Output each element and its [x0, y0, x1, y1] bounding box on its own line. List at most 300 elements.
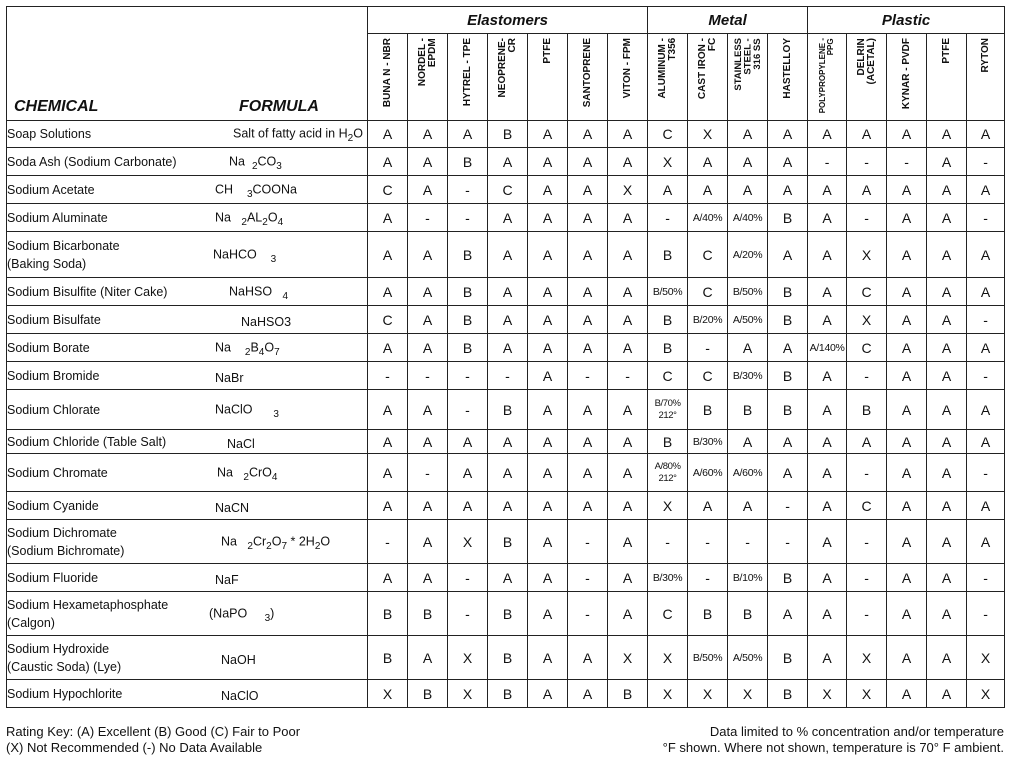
- column-header: [887, 34, 927, 121]
- rating-cell: A: [608, 430, 648, 454]
- rating-cell: B: [688, 592, 728, 636]
- rating-cell: A: [688, 492, 728, 520]
- rating-cell: A: [608, 564, 648, 592]
- rating-cell: C: [847, 278, 887, 306]
- rating-cell: A: [967, 232, 1005, 278]
- rating-cell: A: [568, 306, 608, 334]
- rating-cell: -: [448, 390, 488, 430]
- rating-cell: A: [408, 306, 448, 334]
- rating-cell: A: [887, 278, 927, 306]
- rating-cell: -: [967, 362, 1005, 390]
- column-header: [847, 34, 887, 121]
- chemical-formula: Na $_2CO_3$: [229, 154, 282, 172]
- rating-cell: -: [688, 564, 728, 592]
- rating-cell: -: [448, 564, 488, 592]
- rating-cell: -: [568, 362, 608, 390]
- rating-cell: A: [608, 148, 648, 176]
- column-header-label: KYNAR - PVDF: [900, 38, 912, 110]
- rating-cell: A: [688, 176, 728, 204]
- rating-cell: B: [488, 121, 528, 148]
- rating-cell: A: [808, 362, 847, 390]
- rating-cell: -: [688, 520, 728, 564]
- rating-cell: B: [768, 306, 808, 334]
- rating-cell: X: [847, 636, 887, 680]
- rating-cell: A: [608, 204, 648, 232]
- column-header-label: PTFE: [541, 38, 553, 64]
- column-header: [927, 34, 967, 121]
- rating-cell: A: [528, 636, 568, 680]
- column-header: [648, 34, 688, 121]
- rating-cell: C: [488, 176, 528, 204]
- chemical-cell: [7, 592, 368, 636]
- rating-cell: -: [368, 362, 408, 390]
- chemical-name: Soda Ash (Sodium Carbonate): [7, 154, 177, 169]
- rating-cell: A/20%: [728, 232, 768, 278]
- rating-cell: A: [927, 564, 967, 592]
- rating-cell: A: [927, 430, 967, 454]
- chemical-cell: [7, 334, 368, 362]
- rating-cell: B/30%: [688, 430, 728, 454]
- column-header-label: STAINLESS STEEL - 316 SS: [732, 38, 763, 91]
- rating-cell: X: [448, 636, 488, 680]
- rating-cell: A: [488, 204, 528, 232]
- chemical-name: Sodium Bisulfate: [7, 312, 101, 327]
- rating-cell: B: [368, 592, 408, 636]
- rating-cell: A: [368, 148, 408, 176]
- rating-cell: B: [448, 306, 488, 334]
- chemical-cell: [7, 176, 368, 204]
- rating-cell: -: [568, 520, 608, 564]
- rating-cell: -: [648, 204, 688, 232]
- rating-cell: A: [368, 278, 408, 306]
- rating-cell: A: [408, 121, 448, 148]
- chemical-formula: NaHSO $_4$: [229, 284, 289, 302]
- chemical-formula: Na $_2AL_2O_4$: [215, 210, 284, 228]
- rating-cell: A: [768, 592, 808, 636]
- rating-cell: A/40%: [688, 204, 728, 232]
- rating-cell: A: [608, 492, 648, 520]
- rating-cell: -: [408, 204, 448, 232]
- chemical-cell: [7, 121, 368, 148]
- rating-cell: -: [648, 520, 688, 564]
- rating-cell: A: [927, 636, 967, 680]
- column-header-label: ALUMINUM - T356: [656, 38, 678, 99]
- column-header-label: BUNA N - NBR: [381, 38, 393, 108]
- rating-cell: A: [967, 121, 1005, 148]
- rating-cell: A: [967, 278, 1005, 306]
- rating-cell: C: [847, 492, 887, 520]
- rating-cell: A: [808, 204, 847, 232]
- rating-cell: A: [528, 278, 568, 306]
- rating-cell: A: [927, 204, 967, 232]
- rating-cell: -: [847, 148, 887, 176]
- chemical-name: Sodium Hypochlorite: [7, 686, 123, 701]
- rating-cell: A: [967, 390, 1005, 430]
- rating-cell: A: [368, 564, 408, 592]
- chemical-formula: NaHCO $_3$: [213, 247, 277, 265]
- rating-cell: B/50%: [728, 278, 768, 306]
- rating-cell: B: [488, 390, 528, 430]
- rating-cell: X: [847, 306, 887, 334]
- rating-cell: A: [608, 334, 648, 362]
- column-header: [488, 34, 528, 121]
- rating-cell: -: [967, 592, 1005, 636]
- rating-cell: A: [368, 121, 408, 148]
- chemical-name: Sodium Chromate: [7, 465, 108, 480]
- rating-cell: -: [768, 492, 808, 520]
- rating-cell: A: [608, 121, 648, 148]
- header-left-cell: [7, 7, 368, 121]
- column-header-label: HYTREL - TPE: [461, 38, 473, 107]
- rating-cell: A: [847, 430, 887, 454]
- rating-cell: X: [648, 636, 688, 680]
- rating-cell: B: [488, 520, 528, 564]
- rating-cell: A: [528, 430, 568, 454]
- rating-cell: A: [768, 454, 808, 492]
- rating-cell: A: [528, 176, 568, 204]
- rating-cell: B/30%: [648, 564, 688, 592]
- chemical-formula: CH $_3$COONa: [215, 182, 297, 200]
- rating-cell: A: [927, 121, 967, 148]
- rating-cell: A/50%: [728, 636, 768, 680]
- chemical-formula: NaBr: [215, 370, 244, 385]
- rating-cell: A: [728, 148, 768, 176]
- rating-cell: A: [608, 454, 648, 492]
- rating-cell: A: [608, 278, 648, 306]
- rating-cell: -: [488, 362, 528, 390]
- rating-cell: A: [568, 334, 608, 362]
- group-header-plastic: Plastic: [808, 7, 1005, 34]
- chemical-cell: [7, 430, 368, 454]
- rating-cell: A: [927, 176, 967, 204]
- rating-cell: -: [967, 204, 1005, 232]
- rating-cell: A: [408, 430, 448, 454]
- rating-cell: A: [648, 176, 688, 204]
- rating-cell: -: [448, 362, 488, 390]
- table-row: [7, 636, 1005, 680]
- rating-cell: A: [808, 390, 847, 430]
- rating-cell: A: [488, 232, 528, 278]
- rating-cell: A: [408, 334, 448, 362]
- rating-cell: X: [847, 232, 887, 278]
- rating-cell: A: [528, 564, 568, 592]
- rating-cell: B: [448, 278, 488, 306]
- chemical-name: Sodium Bisulfite (Niter Cake): [7, 284, 168, 299]
- rating-cell: C: [368, 306, 408, 334]
- table-row: [7, 592, 1005, 636]
- rating-cell: A: [808, 592, 847, 636]
- rating-cell: A: [608, 232, 648, 278]
- rating-cell: B: [448, 334, 488, 362]
- rating-cell: A: [927, 148, 967, 176]
- rating-cell: -: [448, 204, 488, 232]
- rating-cell: A: [887, 680, 927, 708]
- rating-cell: A: [887, 636, 927, 680]
- rating-cell: A: [408, 636, 448, 680]
- rating-key-line-2: (X) Not Recommended (-) No Data Available: [6, 740, 263, 755]
- rating-cell: B: [488, 636, 528, 680]
- rating-cell: A: [528, 306, 568, 334]
- rating-cell: A: [408, 390, 448, 430]
- data-limit-line-2: °F shown. Where not shown, temperature is 70° F ambient.: [662, 740, 1004, 755]
- table-header: [7, 7, 1005, 121]
- rating-cell: A: [528, 492, 568, 520]
- rating-cell: A: [368, 334, 408, 362]
- rating-cell: A/50%: [728, 306, 768, 334]
- group-header-elastomers: Elastomers: [368, 7, 648, 34]
- rating-cell: B: [768, 204, 808, 232]
- rating-cell: A: [927, 334, 967, 362]
- rating-cell: A: [368, 232, 408, 278]
- rating-cell: A: [528, 204, 568, 232]
- rating-cell: B/70% 212°: [648, 390, 688, 430]
- rating-cell: A: [568, 232, 608, 278]
- rating-cell: B: [448, 232, 488, 278]
- rating-cell: B: [768, 564, 808, 592]
- rating-cell: A: [488, 564, 528, 592]
- rating-cell: A: [808, 430, 847, 454]
- column-header: [368, 34, 408, 121]
- rating-cell: A: [568, 278, 608, 306]
- rating-cell: A: [528, 121, 568, 148]
- column-header: [967, 34, 1005, 121]
- rating-cell: -: [847, 454, 887, 492]
- rating-cell: A: [568, 148, 608, 176]
- table-row: [7, 121, 1005, 148]
- rating-cell: A: [568, 121, 608, 148]
- chemical-cell: [7, 492, 368, 520]
- table-row: [7, 520, 1005, 564]
- rating-cell: -: [448, 592, 488, 636]
- column-header: [688, 34, 728, 121]
- rating-cell: A: [808, 176, 847, 204]
- table-row: [7, 176, 1005, 204]
- chemical-cell: [7, 148, 368, 176]
- rating-cell: A: [568, 454, 608, 492]
- rating-cell: A: [768, 430, 808, 454]
- compatibility-table: [6, 6, 1005, 708]
- rating-cell: -: [408, 362, 448, 390]
- rating-cell: A: [808, 636, 847, 680]
- rating-cell: A: [768, 334, 808, 362]
- chemical-name: Sodium Chloride (Table Salt): [7, 434, 167, 449]
- rating-cell: A: [568, 390, 608, 430]
- column-header-label: VITON - FPM: [621, 38, 633, 99]
- rating-cell: A: [368, 430, 408, 454]
- rating-cell: A: [768, 121, 808, 148]
- rating-cell: B: [728, 390, 768, 430]
- column-header-label: PTFE: [940, 38, 952, 64]
- rating-cell: A: [927, 390, 967, 430]
- chemical-name: Sodium Fluoride: [7, 570, 99, 585]
- rating-cell: A: [568, 204, 608, 232]
- rating-cell: A: [887, 334, 927, 362]
- column-header-label: NEOPRENE- CR: [496, 38, 518, 98]
- rating-cell: B: [768, 680, 808, 708]
- rating-cell: A: [568, 176, 608, 204]
- compatibility-chart-sheet: [6, 6, 1004, 708]
- rating-cell: A: [927, 592, 967, 636]
- rating-key: [6, 724, 300, 756]
- rating-cell: C: [648, 362, 688, 390]
- chemical-formula: NaF: [215, 572, 239, 587]
- chemical-formula: NaClO $_3$: [215, 402, 279, 420]
- rating-cell: A: [728, 334, 768, 362]
- chemical-cell: [7, 306, 368, 334]
- chemical-name: Sodium Chlorate: [7, 402, 101, 417]
- rating-cell: X: [688, 121, 728, 148]
- rating-cell: -: [728, 520, 768, 564]
- rating-cell: B: [847, 390, 887, 430]
- column-header: [448, 34, 488, 121]
- table-row: [7, 362, 1005, 390]
- chemical-formula: NaHSO3: [241, 314, 292, 329]
- rating-cell: B/10%: [728, 564, 768, 592]
- rating-cell: -: [967, 306, 1005, 334]
- rating-cell: A: [927, 232, 967, 278]
- rating-cell: A: [967, 430, 1005, 454]
- rating-cell: A: [927, 680, 967, 708]
- column-header-label: HASTELLOY: [781, 38, 793, 99]
- rating-cell: B: [648, 430, 688, 454]
- rating-cell: X: [608, 176, 648, 204]
- column-header: [768, 34, 808, 121]
- rating-cell: -: [448, 176, 488, 204]
- rating-cell: A: [528, 592, 568, 636]
- rating-cell: C: [648, 121, 688, 148]
- rating-cell: A: [887, 454, 927, 492]
- rating-cell: A: [887, 121, 927, 148]
- rating-cell: A: [768, 232, 808, 278]
- rating-cell: A: [568, 680, 608, 708]
- rating-cell: A: [408, 520, 448, 564]
- rating-cell: A: [927, 362, 967, 390]
- rating-cell: A: [408, 278, 448, 306]
- rating-cell: A: [608, 306, 648, 334]
- rating-cell: A: [528, 232, 568, 278]
- column-header-label: RYTON: [979, 38, 991, 73]
- table-row: [7, 334, 1005, 362]
- table-row: [7, 204, 1005, 232]
- chemical-formula: NaClO: [221, 688, 259, 703]
- column-header: [408, 34, 448, 121]
- rating-cell: -: [608, 362, 648, 390]
- rating-cell: X: [608, 636, 648, 680]
- rating-cell: A: [368, 390, 408, 430]
- rating-cell: B: [768, 278, 808, 306]
- chemical-formula: (NaPO $_3$): [209, 606, 275, 624]
- rating-cell: B: [768, 362, 808, 390]
- column-header: [808, 34, 847, 121]
- formula-column-label: FORMULA: [239, 98, 319, 115]
- chemical-formula: NaCN: [215, 500, 250, 515]
- rating-cell: A: [528, 520, 568, 564]
- rating-cell: -: [768, 520, 808, 564]
- rating-cell: A: [488, 148, 528, 176]
- rating-cell: A: [488, 306, 528, 334]
- table-row: [7, 278, 1005, 306]
- rating-cell: A: [408, 232, 448, 278]
- chemical-name: Sodium Hexametaphosphate (Calgon): [7, 597, 169, 630]
- rating-cell: A/140%: [808, 334, 847, 362]
- rating-cell: A: [448, 454, 488, 492]
- chemical-formula: Na $_2Cr_2O_7 * 2H_2O$: [221, 534, 331, 552]
- column-header-label: CAST IRON - FC: [696, 38, 718, 100]
- chemical-formula: Na $_2B_4O_7$: [215, 340, 280, 358]
- rating-cell: X: [648, 148, 688, 176]
- rating-cell: A/80% 212°: [648, 454, 688, 492]
- rating-cell: A: [568, 492, 608, 520]
- rating-cell: -: [568, 592, 608, 636]
- rating-cell: A: [887, 390, 927, 430]
- chemical-name: Sodium Acetate: [7, 182, 95, 197]
- rating-cell: A: [408, 564, 448, 592]
- rating-cell: A: [368, 204, 408, 232]
- chemical-name: Sodium Cyanide: [7, 498, 99, 513]
- rating-cell: A: [927, 520, 967, 564]
- rating-cell: B: [408, 680, 448, 708]
- rating-key-line-1: Rating Key: (A) Excellent (B) Good (C) Fair to Poor: [6, 724, 301, 739]
- rating-cell: A: [887, 232, 927, 278]
- chemical-name: Sodium Bicarbonate (Baking Soda): [7, 238, 120, 271]
- rating-cell: B/50%: [648, 278, 688, 306]
- chemical-cell: [7, 232, 368, 278]
- rating-cell: A: [808, 278, 847, 306]
- rating-cell: A: [808, 520, 847, 564]
- rating-cell: A: [408, 492, 448, 520]
- rating-cell: A: [967, 520, 1005, 564]
- chemical-formula: NaCl: [227, 436, 255, 451]
- column-header: [608, 34, 648, 121]
- group-header-row: [7, 7, 1005, 34]
- rating-cell: A: [368, 492, 408, 520]
- rating-cell: A/60%: [728, 454, 768, 492]
- chemical-name: Sodium Aluminate: [7, 210, 108, 225]
- rating-cell: -: [368, 520, 408, 564]
- rating-cell: -: [408, 454, 448, 492]
- rating-cell: A: [927, 306, 967, 334]
- rating-cell: A: [768, 148, 808, 176]
- rating-cell: A: [808, 454, 847, 492]
- rating-cell: A: [688, 148, 728, 176]
- table-row: [7, 148, 1005, 176]
- rating-cell: A: [887, 520, 927, 564]
- rating-cell: A/40%: [728, 204, 768, 232]
- rating-cell: -: [887, 148, 927, 176]
- chemical-cell: [7, 390, 368, 430]
- rating-cell: A: [568, 430, 608, 454]
- chemical-cell: [7, 204, 368, 232]
- rating-cell: -: [967, 564, 1005, 592]
- rating-cell: B: [648, 334, 688, 362]
- rating-cell: A: [808, 492, 847, 520]
- table-row: [7, 680, 1005, 708]
- rating-cell: C: [648, 592, 688, 636]
- rating-cell: A: [528, 362, 568, 390]
- rating-cell: A: [887, 430, 927, 454]
- rating-cell: A: [608, 520, 648, 564]
- rating-cell: B/20%: [688, 306, 728, 334]
- chemical-formula: NaOH: [221, 652, 256, 667]
- column-header: [528, 34, 568, 121]
- rating-cell: B: [728, 592, 768, 636]
- rating-cell: A: [728, 121, 768, 148]
- rating-cell: X: [967, 636, 1005, 680]
- rating-cell: A: [528, 454, 568, 492]
- rating-cell: A: [887, 362, 927, 390]
- rating-cell: A: [768, 176, 808, 204]
- rating-cell: X: [967, 680, 1005, 708]
